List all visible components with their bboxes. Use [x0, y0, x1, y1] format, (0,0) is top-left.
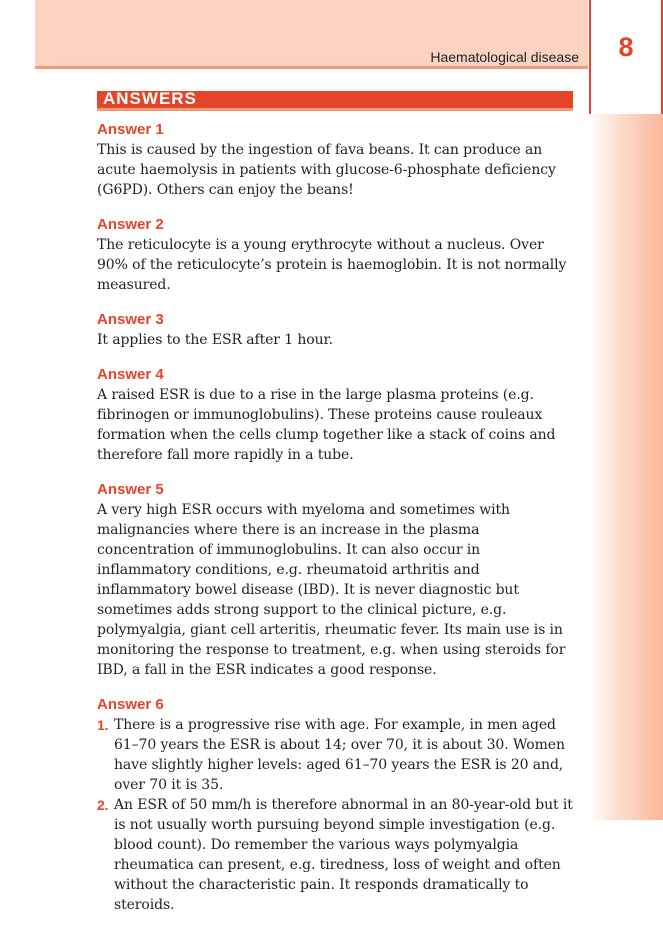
answer-heading: Answer 2	[97, 216, 164, 233]
section-title: ANSWERS	[103, 89, 197, 108]
answer-text: A very high ESR occurs with myeloma and sometimes with malignancies where there is an increase in the plasma concentration of immunoglobulins. It can also occur in inflammatory conditions, e.g. rheumatoid arthritis and inflammatory bowel disease (IBD). It is never diagnostic but sometimes adds strong support to the clinical picture, e.g. polymyalgia, giant cell arteritis, rheumatic fever. Its main use is in monitoring the response to treatment, e.g. when using steroids for IBD, a fall in the ESR indicates a good response.	[97, 502, 566, 678]
answer-1	[97, 121, 577, 200]
list-item-number: 2.	[97, 797, 109, 813]
answer-text: It applies to the ESR after 1 hour.	[97, 332, 333, 348]
answer-3	[97, 311, 577, 350]
answer-5	[97, 481, 577, 680]
answer-heading: Answer 1	[97, 121, 164, 138]
answer-2	[97, 216, 577, 295]
answer-heading: Answer 3	[97, 311, 164, 328]
list-item-text: An ESR of 50 mm/h is therefore abnormal in an 80-year-old but it is not usually worth pursuing beyond simple investigation (e.g. blood count). Do remember the various ways polymyalgia rheumatica can present, e.g. tiredness, loss of weight and often without the characteristic pain. It responds dramatically to steroids.	[114, 797, 573, 913]
list-item	[97, 795, 577, 915]
answer-text: The reticulocyte is a young erythrocyte without a nucleus. Over 90% of the reticulocyte’s protein is haemoglobin. It is not normally measured.	[97, 237, 567, 293]
answer-list	[97, 715, 577, 915]
running-head-title: Haematological disease	[430, 49, 579, 65]
answer-6	[97, 696, 577, 915]
answer-text: A raised ESR is due to a rise in the large plasma proteins (e.g. fibrinogen or immunoglobulins). These proteins cause rouleaux formation when the cells clump together like a stack of coins and therefore fall more rapidly in a tube.	[97, 387, 556, 463]
answer-heading: Answer 6	[97, 696, 164, 713]
list-item-text: There is a progressive rise with age. For example, in men aged 61–70 years the ESR is about 14; over 70, it is about 30. Women have slightly higher levels: aged 61–70 years the ESR is 20 and, over 70 it is 35.	[114, 717, 565, 793]
answer-heading: Answer 5	[97, 481, 164, 498]
answers-content	[97, 121, 577, 931]
chapter-number: 8	[618, 32, 634, 62]
chapter-side-bar	[589, 0, 663, 820]
header-rule	[35, 66, 588, 69]
answer-4	[97, 366, 577, 465]
list-item-number: 1.	[97, 717, 109, 733]
section-title-bar	[97, 91, 573, 111]
answer-text: This is caused by the ingestion of fava beans. It can produce an acute haemolysis in patients with glucose-6-phosphate deficiency (G6PD). Others can enjoy the beans!	[97, 142, 556, 198]
chapter-tab	[589, 0, 663, 114]
list-item	[97, 715, 577, 795]
answer-heading: Answer 4	[97, 366, 164, 383]
